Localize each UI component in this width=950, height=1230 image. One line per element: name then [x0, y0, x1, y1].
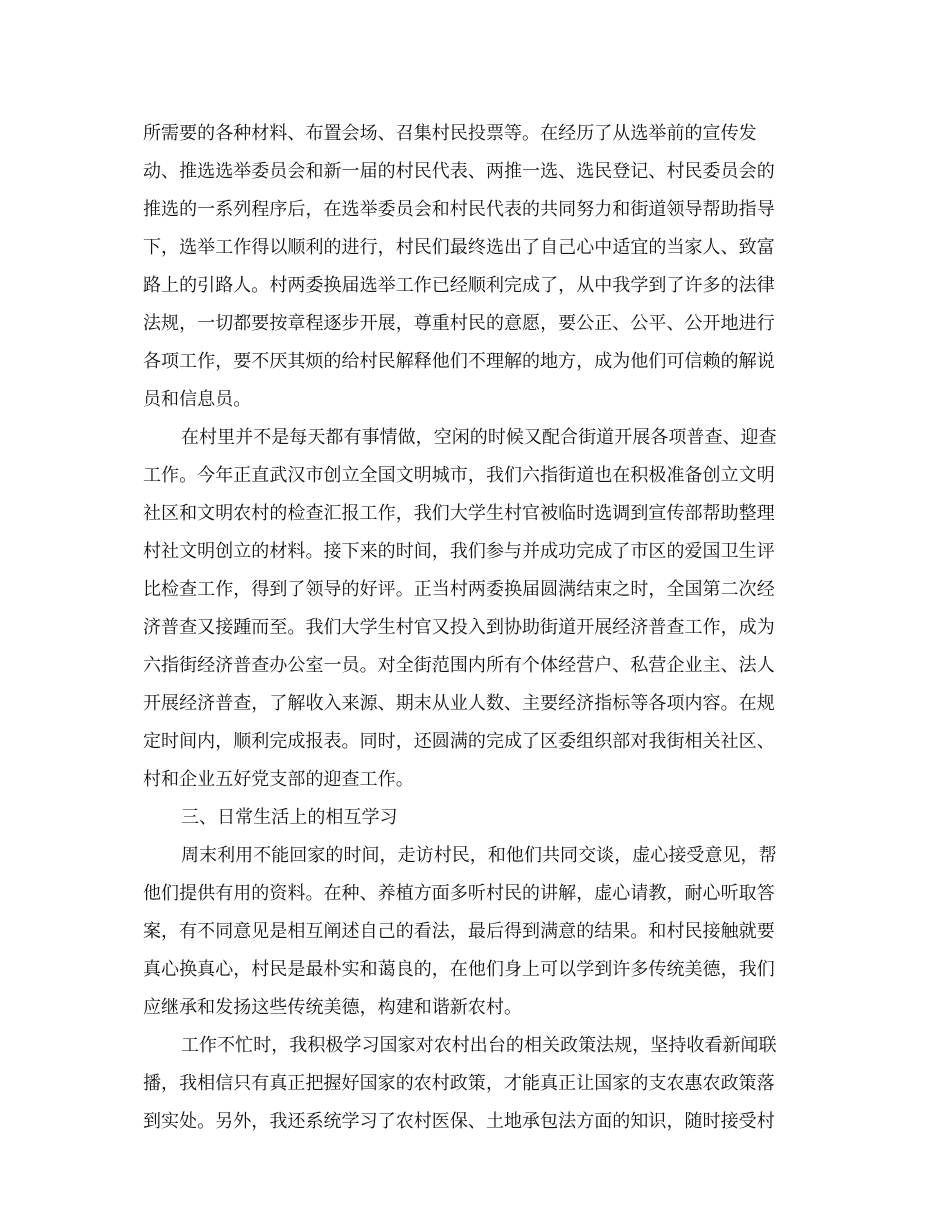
text-line: 播，我相信只有真正把握好国家的农村政策，才能真正让国家的支农惠农政策落 — [143, 1073, 775, 1094]
text-line: 济普查又接踵而至。我们大学生村官又投入到协助街道开展经济普查工作，成为 — [143, 617, 775, 638]
text-line: 他们提供有用的资料。在种、养植方面多听村民的讲解，虚心请教，耐心听取答 — [143, 883, 775, 904]
text-line: 村社文明创立的材料。接下来的时间，我们参与并成功完成了市区的爱国卫生评 — [143, 541, 775, 562]
text-line: 推选的一系列程序后，在选举委员会和村民代表的共同努力和街道领导帮助指导 — [143, 199, 775, 220]
text-line: 所需要的各种材料、布置会场、召集村民投票等。在经历了从选举前的宣传发 — [143, 123, 757, 144]
text-line: 定时间内，顺利完成报表。同时，还圆满的完成了区委组织部对我街相关社区、 — [143, 731, 775, 752]
text-line: 案，有不同意见是相互阐述自己的看法，最后得到满意的结果。和村民接触就要 — [143, 921, 775, 942]
text-line: 在村里并不是每天都有事情做，空闲的时候又配合街道开展各项普查、迎查 — [181, 427, 777, 448]
text-line: 法规，一切都要按章程逐步开展，尊重村民的意愿，要公正、公平、公开地进行 — [143, 313, 775, 334]
body-text — [143, 115, 808, 1141]
text-line: 比检查工作，得到了领导的好评。正当村两委换届圆满结束之时，全国第二次经 — [143, 579, 775, 600]
text-line: 动、推选选举委员会和新一届的村民代表、两推一选、选民登记、村民委员会的 — [143, 161, 775, 182]
text-line: 真心换真心，村民是最朴实和蔼良的，在他们身上可以学到许多传统美德，我们 — [143, 959, 775, 980]
text-line: 到实处。另外，我还系统学习了农村医保、土地承包法方面的知识，随时接受村 — [143, 1111, 775, 1132]
text-line: 社区和文明农村的检查汇报工作，我们大学生村官被临时选调到宣传部帮助整理 — [143, 503, 775, 524]
text-line: 应继承和发扬这些传统美德，构建和谐新农村。 — [143, 997, 523, 1018]
text-line: 六指街经济普查办公室一员。对全街范围内所有个体经营户、私营企业主、法人 — [143, 655, 775, 676]
text-line: 各项工作，要不厌其烦的给村民解释他们不理解的地方，成为他们可信赖的解说 — [143, 351, 775, 372]
text-line: 下，选举工作得以顺利的进行，村民们最终选出了自己心中适宜的当家人、致富 — [143, 237, 775, 258]
text-line: 员和信息员。 — [143, 389, 252, 410]
text-line: 工作。今年正直武汉市创立全国文明城市，我们六指街道也在积极准备创立文明 — [143, 465, 775, 486]
text-line: 开展经济普查，了解收入来源、期末从业人数、主要经济指标等各项内容。在规 — [143, 693, 775, 714]
text-line: 工作不忙时，我积极学习国家对农村出台的相关政策法规，坚持收看新闻联 — [181, 1035, 777, 1056]
text-line: 三、日常生活上的相互学习 — [181, 807, 398, 828]
text-line: 村和企业五好党支部的迎查工作。 — [143, 769, 414, 790]
text-line: 路上的引路人。村两委换届选举工作已经顺利完成了，从中我学到了许多的法律 — [143, 275, 775, 296]
text-line: 周末利用不能回家的时间，走访村民，和他们共同交谈，虚心接受意见，帮 — [181, 845, 777, 866]
